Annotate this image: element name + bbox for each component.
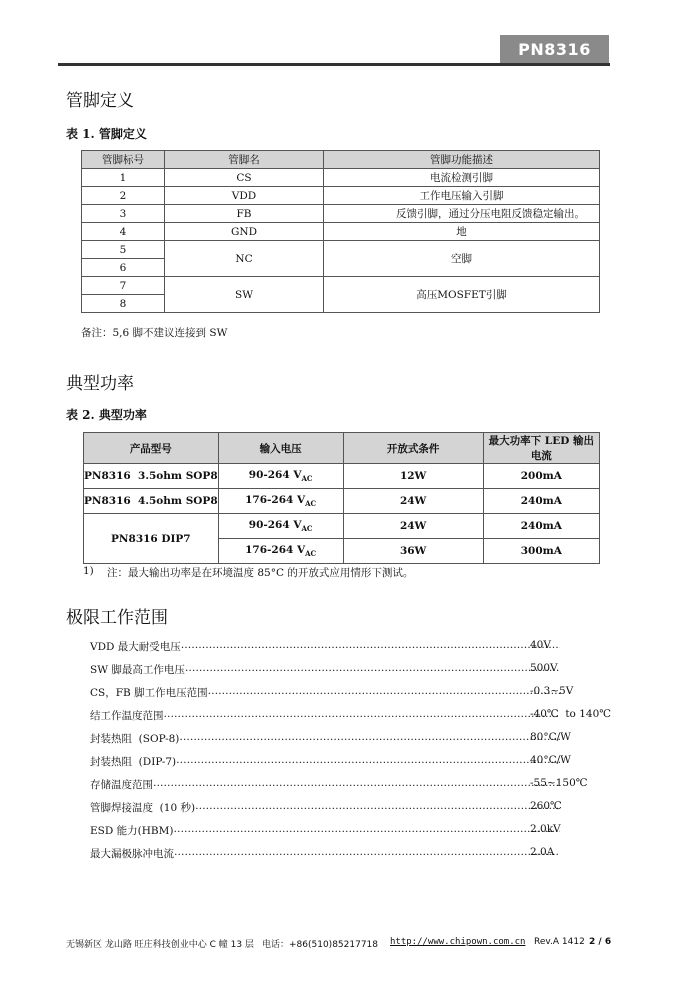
table-row: [82, 169, 600, 187]
spec-row: [90, 777, 588, 792]
leader-dots: [181, 639, 560, 654]
pin-number: 5: [82, 241, 165, 259]
input-voltage: 176-264 $V_{AC}$: [218, 489, 343, 514]
leader-dots: [176, 754, 560, 769]
spec-value: 40°C/W: [530, 754, 571, 766]
table2-note-number: 1): [83, 565, 94, 577]
table1-note: 备注：5,6 脚不建议连接到 SW: [81, 327, 228, 339]
footer-address: 无锡新区 龙山路 旺庄科技创业中心 C 幢 13 层: [66, 940, 254, 950]
spec-value: -55~150℃: [530, 777, 588, 789]
pin-number: 8: [82, 295, 165, 313]
table1-caption: 表 1. 管脚定义: [66, 127, 147, 141]
product-model: PN8316 DIP7: [84, 514, 219, 564]
spec-row: [90, 754, 571, 769]
table-row: [84, 514, 600, 539]
spec-label: 存储温度范围: [90, 779, 153, 791]
header-model-tab: PN8316: [500, 35, 609, 64]
spec-label: ESD 能力(HBM): [90, 825, 174, 837]
table-row: [82, 205, 600, 223]
pin-number: 4: [82, 223, 165, 241]
spec-value: 260℃: [530, 800, 562, 812]
spec-row: [90, 662, 560, 677]
footer-revision: Rev.A 1412: [534, 937, 585, 947]
pin-number: 3: [82, 205, 165, 223]
leader-dots: [173, 823, 560, 838]
spec-row: [90, 731, 571, 746]
spec-value: 80°C/W: [530, 731, 571, 743]
leader-dots: [153, 777, 560, 792]
pin-desc: 地: [324, 223, 600, 241]
open-frame-power: 12W: [343, 464, 483, 489]
table-row: [82, 241, 600, 259]
footer-page-number: 2 / 6: [589, 937, 612, 947]
leader-dots: [195, 800, 560, 815]
leader-dots: [185, 662, 560, 677]
spec-row: [90, 685, 574, 700]
header-rule: [58, 63, 610, 66]
spec-label: 封装热阻 (SOP-8): [90, 733, 180, 745]
typical-power-table: [83, 432, 600, 564]
column-header: 管脚名: [165, 151, 324, 169]
pin-name: GND: [165, 223, 324, 241]
pin-name: NC: [165, 241, 324, 277]
table-row: [84, 464, 600, 489]
pin-desc: 工作电压输入引脚: [324, 187, 600, 205]
pin-name: CS: [165, 169, 324, 187]
footer-website-link[interactable]: http://www.chipown.com.cn: [390, 937, 526, 947]
spec-value: -0.3~5V: [530, 685, 574, 697]
spec-value: 40V: [530, 639, 551, 651]
spec-row: [90, 639, 560, 654]
input-voltage: 90-264 $V_{AC}$: [218, 514, 343, 539]
column-header: 产品型号: [84, 433, 219, 464]
pin-number: 2: [82, 187, 165, 205]
leader-dots: [208, 685, 560, 700]
spec-value: -40℃ to 140℃: [530, 708, 611, 720]
table-row: [82, 187, 600, 205]
product-model: PN8316 3.5ohm SOP8: [84, 464, 219, 489]
pin-name: SW: [165, 277, 324, 313]
column-header: 最大功率下 LED 输出电流: [483, 433, 599, 464]
table-row: [82, 223, 600, 241]
section-title-typical-power: 典型功率: [66, 374, 134, 394]
spec-label: 最大漏极脉冲电流: [90, 848, 174, 860]
section-title-pin-definition: 管脚定义: [66, 91, 134, 111]
table2-caption: 表 2. 典型功率: [66, 408, 147, 422]
spec-label: SW 脚最高工作电压: [90, 664, 185, 676]
open-frame-power: 36W: [343, 539, 483, 564]
spec-value: 500V: [530, 662, 558, 674]
column-header: 输入电压: [218, 433, 343, 464]
spec-label: 封装热阻 (DIP-7): [90, 756, 177, 768]
led-output-current: 240mA: [483, 514, 599, 539]
input-voltage: 90-264 $V_{AC}$: [218, 464, 343, 489]
leader-dots: [164, 708, 561, 723]
pin-desc: 空脚: [324, 241, 600, 277]
pin-desc: 电流检测引脚: [324, 169, 600, 187]
spec-row: [90, 823, 560, 838]
spec-row: [90, 846, 560, 861]
product-model: PN8316 4.5ohm SOP8: [84, 489, 219, 514]
pin-name: FB: [165, 205, 324, 223]
pin-name: VDD: [165, 187, 324, 205]
spec-row: [90, 800, 560, 815]
table-header-row: [84, 433, 600, 464]
spec-label: CS，FB 脚工作电压范围: [90, 687, 208, 699]
pin-desc: 高压MOSFET引脚: [324, 277, 600, 313]
input-voltage: 176-264 $V_{AC}$: [218, 539, 343, 564]
spec-label: VDD 最大耐受电压: [90, 641, 181, 653]
spec-label: 管脚焊接温度 (10 秒): [90, 802, 196, 814]
section-title-absolute-maximum-ratings: 极限工作范围: [66, 608, 168, 628]
pin-number: 6: [82, 259, 165, 277]
spec-value: 2.0A: [530, 846, 555, 858]
spec-row: [90, 708, 611, 723]
led-output-current: 300mA: [483, 539, 599, 564]
pin-definition-table: [81, 150, 600, 313]
spec-value: 2.0kV: [530, 823, 561, 835]
pin-number: 7: [82, 277, 165, 295]
leader-dots: [174, 846, 560, 861]
pin-number: 1: [82, 169, 165, 187]
open-frame-power: 24W: [343, 489, 483, 514]
footer-phone: 电话：+86(510)85217718: [262, 940, 379, 950]
table2-note: 注：最大输出功率是在环境温度 85°C 的开放式应用情形下测试。: [107, 567, 414, 579]
led-output-current: 240mA: [483, 489, 599, 514]
table-header-row: [82, 151, 600, 169]
column-header: 管脚标号: [82, 151, 165, 169]
open-frame-power: 24W: [343, 514, 483, 539]
led-output-current: 200mA: [483, 464, 599, 489]
spec-label: 结工作温度范围: [90, 710, 164, 722]
column-header: 管脚功能描述: [324, 151, 600, 169]
column-header: 开放式条件: [343, 433, 483, 464]
table-row: [82, 277, 600, 295]
table-row: [84, 489, 600, 514]
pin-desc: 反馈引脚，通过分压电阻反馈稳定输出。: [324, 205, 600, 223]
leader-dots: [179, 731, 560, 746]
